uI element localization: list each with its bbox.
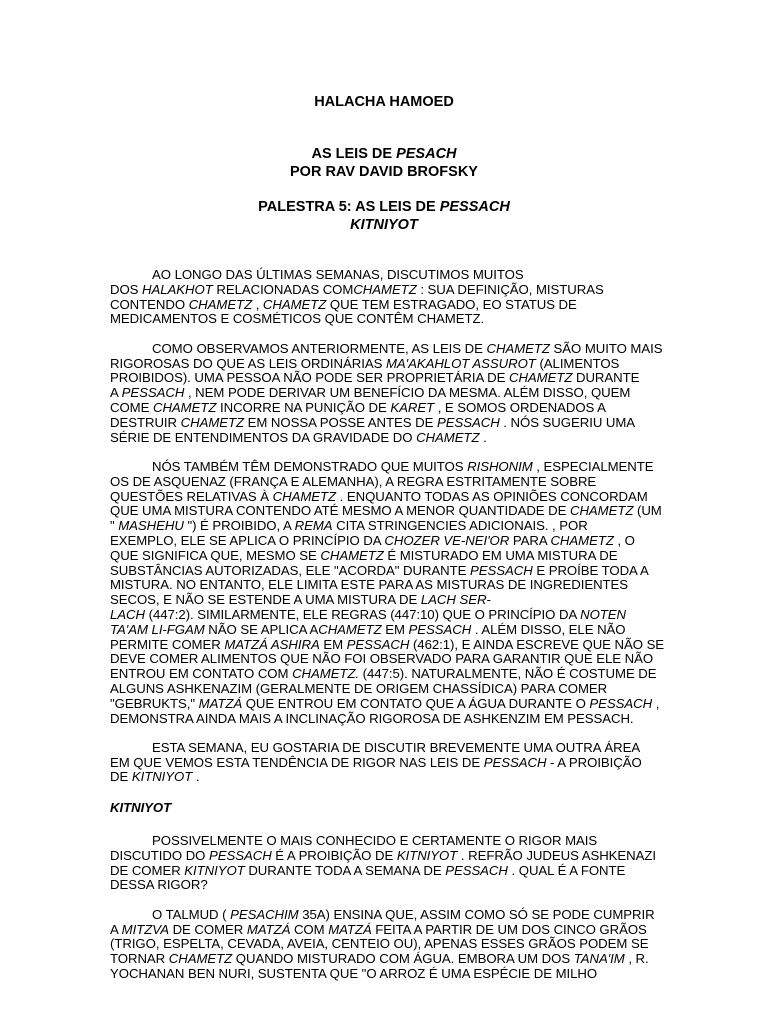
text-run: QUANDO MISTURADO COM ÁGUA. EMBORA UM DOS — [232, 951, 574, 967]
italic-term: CHAMETZ — [353, 281, 417, 297]
paragraph — [110, 340, 663, 446]
text-run: . ALÉM DISSO, ELE NÃO — [471, 621, 626, 637]
italic-term: PESSACH — [483, 754, 547, 770]
italic-term: CHAMETZ — [168, 951, 233, 967]
text-run: , NEM PODE DERIVAR UM BENEFÍCIO DA MESMA. ALÉM DISSO, QUEM — [184, 385, 631, 401]
italic-term: REMA — [294, 518, 333, 534]
text-line — [110, 878, 658, 893]
italic-term: MATZÁ ASHIRA — [224, 636, 320, 652]
text-line — [110, 268, 658, 283]
italic-term: LACH — [110, 606, 145, 622]
text-run: . — [479, 429, 487, 445]
italic-term: MITZVA — [121, 921, 169, 937]
text-run: SECOS, E NÃO SE ESTENDE A UMA MISTURA DE — [110, 592, 421, 608]
text-line — [110, 593, 658, 608]
italic-term: NOTEN — [580, 606, 627, 622]
text-run: CITA STRINGENCIES ADICIONAIS. , POR — [332, 518, 588, 534]
body-section-intro — [110, 267, 665, 785]
italic-term: PESSACH — [346, 636, 410, 652]
text-line — [110, 431, 658, 446]
text-run: COME — [110, 399, 153, 415]
text-run: . ENQUANTO TODAS AS OPINIÕES CONCORDAM — [336, 488, 648, 504]
text-run: , ESPECIALMENTE — [532, 458, 654, 474]
text-run: TORNAR — [110, 951, 169, 967]
lecture-term: PESSACH — [439, 199, 510, 215]
text-run: DURANTE — [572, 370, 640, 386]
text-run: COM — [290, 921, 329, 937]
italic-term: MATZÁ — [198, 695, 243, 711]
text-line — [110, 652, 658, 667]
text-run: QUE TEM ESTRAGADO, EO STATUS DE — [326, 296, 577, 312]
text-run: DEMONSTRA AINDA MAIS A INCLINAÇÃO RIGOROSA DE ASHKENZIM EM PESSACH. — [110, 710, 634, 726]
italic-term: CHAMETZ — [188, 296, 253, 312]
text-run: , O — [613, 532, 635, 548]
text-line — [110, 849, 658, 864]
text-run: RELACIONADAS COM — [212, 281, 354, 297]
italic-term: KARET — [390, 399, 435, 415]
text-run: COMO OBSERVAMOS ANTERIORMENTE, AS LEIS DE — [152, 340, 487, 356]
italic-term: CHAMETZ — [508, 370, 573, 386]
text-run: , — [652, 695, 660, 711]
lecture-topic — [0, 216, 768, 234]
text-line — [110, 834, 658, 849]
text-line — [110, 756, 658, 771]
text-run: EM NOSSA POSSE ANTES DE — [244, 414, 437, 430]
text-run: QUESTÕES RELATIVAS À — [110, 488, 273, 504]
section-heading — [110, 801, 658, 816]
text-run: AO LONGO DAS ÚLTIMAS SEMANAS, DISCUTIMOS MUITOS — [152, 267, 524, 282]
italic-term: PESSACH — [436, 414, 500, 430]
text-run: ALGUNS ASHKENAZIM (GERALMENTE DE ORIGEM CHASSÍDICA) PARA COMER — [110, 680, 608, 696]
italic-term: PESACHIM — [230, 906, 299, 922]
text-line — [110, 460, 658, 475]
text-run: EM — [319, 636, 347, 652]
text-run: DOS — [110, 281, 143, 297]
italic-term: CHAMETZ. — [292, 666, 360, 682]
text-run: DE COMER — [168, 921, 247, 937]
text-run: A — [110, 921, 122, 937]
text-run: . NÓS SUGERIU UMA — [499, 414, 636, 430]
text-line — [110, 534, 658, 549]
italic-term: TA'AM LI-FGAM — [110, 621, 205, 637]
document-title — [0, 93, 768, 111]
text-line — [110, 682, 658, 697]
italic-term: CHAMETZ — [180, 414, 245, 430]
text-line — [110, 564, 658, 579]
italic-term: CHOZER VE-NEI'OR — [384, 532, 510, 548]
text-run: PROIBIDOS). UMA PESSOA NÃO PODE SER PROPRIETÁRIA DE — [110, 370, 509, 386]
text-run: OS DE ASQUENAZ (FRANÇA E ALEMANHA), A REGRA ESTRITAMENTE SOBRE — [110, 473, 597, 489]
text-line — [110, 357, 658, 372]
text-run: YOCHANAN BEN NURI, SUSTENTA QUE "O ARROZ É UMA ESPÉCIE DE MILHO — [110, 965, 598, 981]
text-run: PERMITE COMER — [110, 636, 225, 652]
text-run: DEVE COMER ALIMENTOS QUE NÃO FOI OBSERVADO PARA GARANTIR QUE ELE NÃO — [110, 651, 654, 667]
text-run: CONTENDO — [110, 296, 189, 312]
italic-term: MATZÁ — [328, 921, 372, 937]
paragraph — [110, 741, 658, 785]
lecture-line — [0, 198, 768, 216]
text-run: (462:1), E AINDA ESCREVE QUE NÃO SE — [409, 636, 665, 652]
italic-term: CHAMETZ — [416, 429, 480, 445]
italic-term: CHAMETZ — [550, 532, 614, 548]
text-run: DE — [110, 769, 132, 785]
italic-term: RISHONIM — [467, 458, 533, 474]
text-run: A — [110, 385, 122, 401]
text-line — [110, 952, 658, 967]
text-run: ESTA SEMANA, EU GOSTARIA DE DISCUTIR BREVEMENTE UMA OUTRA ÁREA — [152, 739, 641, 755]
paragraph — [110, 458, 665, 726]
text-run: FEITA A PARTIR DE UM DOS CINCO GRÃOS — [371, 921, 647, 937]
paragraph — [110, 834, 658, 893]
italic-term: KITNIYOT — [131, 769, 193, 785]
italic-term: CHAMETZ — [262, 296, 327, 312]
text-run: DISCUTIDO DO — [110, 847, 209, 863]
italic-term: HALAKHOT — [142, 281, 213, 297]
text-run: : SUA DEFINIÇÃO, MISTURAS — [416, 281, 604, 297]
text-line — [110, 623, 658, 638]
text-run: SÃO MUITO MAIS — [549, 340, 663, 356]
text-line — [110, 636, 665, 653]
text-run: EM — [381, 621, 409, 637]
text-line — [110, 864, 658, 879]
text-run: MISTURA. NO ENTANTO, ELE LIMITA ESTE PARA AS MISTURAS DE INGREDIENTES — [110, 577, 629, 593]
text-run: (447:5). NATURALMENTE, NÃO É COSTUME DE — [359, 666, 657, 682]
text-run: (447:2). SIMILARMENTE, ELE REGRAS (447:10) QUE O PRINCÍPIO DA — [144, 606, 581, 622]
subtitle-prefix: AS LEIS DE — [311, 146, 397, 162]
text-line — [110, 371, 658, 386]
text-line — [110, 578, 658, 593]
text-line — [110, 416, 658, 431]
text-line — [110, 967, 658, 982]
text-line — [110, 283, 658, 298]
text-line — [110, 697, 658, 712]
italic-term: LACH SER- — [420, 592, 491, 608]
text-line — [110, 312, 658, 327]
text-line — [110, 908, 658, 923]
text-run: "GEBRUKTS," — [110, 695, 199, 711]
italic-term: KITNIYOT — [184, 862, 245, 878]
text-line — [110, 490, 658, 505]
text-run: QUE UMA MISTURA CONTENDO ATÉ MESMO A MENOR QUANTIDADE DE — [110, 503, 570, 519]
text-run: (ALIMENTOS — [535, 355, 620, 371]
text-run: MEDICAMENTOS E COSMÉTICOS QUE CONTÊM CHAMETZ. — [110, 311, 485, 327]
text-line — [110, 340, 663, 357]
text-run: EXEMPLO, ELE SE APLICA O PRINCÍPIO DA — [110, 532, 385, 548]
text-run: SUBSTÂNCIAS AUTORIZADAS, ELE "ACORDA" DURANTE — [110, 562, 471, 578]
italic-term: CHAMETZ — [486, 340, 550, 356]
text-run: E PROÍBE TODA A — [532, 562, 649, 578]
author-text: POR RAV DAVID BROFSKY — [290, 164, 478, 180]
text-run: ") É PROIBIDO, A — [183, 518, 295, 534]
text-run: . — [192, 769, 200, 785]
text-run: SÉRIE DE ENTENDIMENTOS DA GRAVIDADE DO — [110, 429, 417, 445]
text-run: 35A) ENSINA QUE, ASSIM COMO SÓ SE PODE CUMPRIR — [298, 906, 655, 922]
text-run: , E SOMOS ORDENADOS A — [434, 399, 606, 415]
italic-term: MATZÁ — [246, 921, 291, 937]
text-run: DESSA RIGOR? — [110, 877, 208, 893]
text-run: . QUAL É A FONTE — [507, 862, 626, 878]
italic-term: PESSACH — [589, 695, 653, 711]
lecture-prefix: PALESTRA 5: AS LEIS DE — [258, 199, 440, 215]
paragraph — [110, 908, 658, 982]
subtitle-term: PESACH — [396, 146, 457, 162]
text-run: ENTROU EM CONTATO COM — [110, 666, 293, 682]
paragraph — [110, 268, 658, 327]
text-run: (UM — [633, 503, 662, 519]
text-run: EM QUE VEMOS ESTA TENDÊNCIA DE RIGOR NAS LEIS DE — [110, 754, 484, 770]
italic-term: PESSACH — [121, 385, 185, 401]
text-line — [110, 549, 658, 564]
text-run: . REFRÃO JUDEUS ASHKENAZI — [457, 847, 657, 863]
text-line — [110, 923, 658, 938]
italic-term: CHAMETZ — [272, 488, 337, 504]
text-run: É MISTURADO EM UMA MISTURA DE — [383, 547, 618, 563]
text-run: , R. — [624, 951, 649, 967]
text-run: - A PROIBIÇÃO — [546, 754, 642, 770]
italic-term: PESSACH — [408, 621, 472, 637]
text-run: POSSIVELMENTE O MAIS CONHECIDO E CERTAMENTE O RIGOR MAIS — [152, 833, 598, 848]
text-line — [110, 667, 658, 682]
text-run: QUE SIGNIFICA QUE, MESMO SE — [110, 547, 321, 563]
text-run: PARA — [509, 532, 551, 548]
text-line — [110, 712, 658, 727]
text-run: DURANTE TODA A SEMANA DE — [244, 862, 446, 878]
text-run: NÃO SE APLICA A — [204, 621, 319, 637]
text-line — [110, 298, 658, 313]
italic-term: MASHEHU — [118, 518, 184, 534]
text-run: " — [110, 518, 119, 534]
body-section-kitniyot — [110, 834, 658, 982]
text-run: DESTRUIR — [110, 414, 181, 430]
text-run: QUE ENTROU EM CONTATO QUE A ÁGUA DURANTE O — [242, 695, 590, 711]
italic-term: CHAMETZ — [320, 547, 384, 563]
text-line — [110, 741, 658, 756]
text-line — [110, 401, 658, 416]
text-run: NÓS TAMBÉM TÊM DEMONSTRADO QUE MUITOS — [152, 458, 468, 474]
author-line — [0, 163, 768, 181]
text-line — [110, 770, 658, 785]
italic-term: PESSACH — [209, 847, 272, 863]
italic-term: PESSACH — [445, 862, 508, 878]
italic-term: PESSACH — [470, 562, 533, 578]
text-line — [110, 386, 658, 401]
section-heading-text: KITNIYOT — [110, 800, 172, 815]
text-run: É A PROIBIÇÃO DE — [271, 847, 397, 863]
text-run: O TALMUD ( — [152, 906, 231, 922]
text-line — [110, 519, 658, 534]
text-run: DE COMER — [110, 862, 185, 878]
text-line — [110, 503, 662, 519]
italic-term: CHAMETZ — [569, 503, 634, 519]
italic-term: CHAMETZ — [318, 621, 382, 637]
text-run: (TRIGO, ESPELTA, CEVADA, AVEIA, CENTEIO OU), APENAS ESSES GRÃOS PODEM SE — [110, 936, 649, 952]
italic-term: MA'AKAHLOT ASSUROT — [385, 355, 536, 371]
text-run: INCORRE NA PUNIÇÃO DE — [216, 399, 391, 415]
lecture-topic-text: KITNIYOT — [350, 217, 418, 233]
title-text: HALACHA HAMOED — [314, 94, 454, 110]
text-run: RIGOROSAS DO QUE AS LEIS ORDINÁRIAS — [110, 355, 386, 371]
italic-term: TANA'IM — [573, 951, 625, 967]
text-line — [110, 937, 658, 952]
italic-term: CHAMETZ — [152, 399, 217, 415]
text-line — [110, 608, 658, 623]
italic-term: KITNIYOT — [396, 847, 458, 863]
text-run: , — [252, 296, 263, 312]
text-line — [110, 475, 658, 490]
subtitle — [0, 145, 768, 163]
